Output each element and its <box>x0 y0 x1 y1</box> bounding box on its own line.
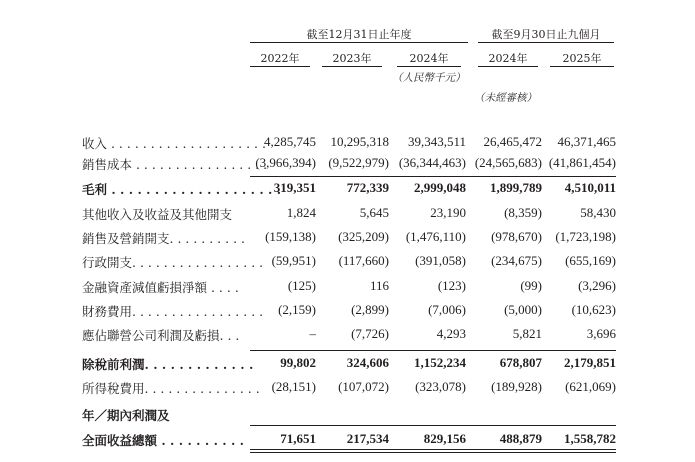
row-value: 2,999,048 <box>414 180 466 195</box>
row-value: (5,000) <box>504 302 542 317</box>
row-label: 行政開支. . . . . . . . . . . . . . . . . <box>82 255 264 270</box>
row-value: (978,670) <box>491 229 542 244</box>
row-value: 1,558,782 <box>564 431 616 446</box>
unit-note: （人民幣千元） <box>392 72 466 84</box>
row-value: 4,510,011 <box>564 180 616 195</box>
row-value: 324,606 <box>346 355 389 370</box>
row-value: (41,861,454) <box>548 155 616 170</box>
row-value: – <box>309 326 316 341</box>
row-label: 所得稅費用. . . . . . . . . . . . . . . <box>82 381 260 396</box>
row-value: (1,476,110) <box>405 229 466 244</box>
row-value: 4,285,745 <box>264 134 316 149</box>
row-value: (323,078) <box>415 379 466 394</box>
row-label: 財務費用. . . . . . . . . . . . . . . . . <box>82 304 264 319</box>
row-value: 26,465,472 <box>483 134 542 149</box>
subtotal-rule-2 <box>250 350 616 351</box>
row-value: 10,295,318 <box>330 134 389 149</box>
row-label: 其他收入及收益及其他開支 <box>82 207 233 222</box>
row-value: (24,565,683) <box>474 155 542 170</box>
row-value: (234,675) <box>491 253 542 268</box>
row-value: (99) <box>520 278 542 293</box>
unaudited-note: （未經審核） <box>474 92 537 104</box>
row-label: 應佔聯營公司利潤及虧損. . . <box>82 328 240 343</box>
row-value: 319,351 <box>273 180 316 195</box>
row-value: 39,343,511 <box>407 134 466 149</box>
row-label: 銷售及營銷開支. . . . . . . . . . <box>82 231 245 246</box>
row-value: (159,138) <box>265 229 316 244</box>
row-value: (125) <box>287 278 316 293</box>
row-value: 5,821 <box>512 326 542 341</box>
row-value: 217,534 <box>346 431 389 446</box>
row-value: 46,371,465 <box>557 134 616 149</box>
total-rule-top <box>250 425 616 426</box>
row-value: (9,522,979) <box>328 155 389 170</box>
year-rule-2025-9m <box>550 66 614 67</box>
row-value: 71,651 <box>280 431 316 446</box>
row-value: (117,660) <box>338 253 389 268</box>
row-value: (8,359) <box>504 205 542 220</box>
row-label: 收入 . . . . . . . . . . . . . . . . . . . . <box>82 136 266 151</box>
row-value: 99,802 <box>280 355 316 370</box>
row-label: 金融資產減值虧損淨額 . . . . <box>82 280 239 295</box>
row-value: 1,899,789 <box>490 180 542 195</box>
row-value: (2,159) <box>278 302 316 317</box>
year-header-2024: 2024年 <box>409 52 449 65</box>
year-rule-2023 <box>322 66 382 67</box>
row-value: 772,339 <box>346 180 389 195</box>
row-value: (7,726) <box>351 326 389 341</box>
row-label: 毛利 . . . . . . . . . . . . . . . . . . . . <box>82 182 282 197</box>
row-value: (621,069) <box>565 379 616 394</box>
row-value: 678,807 <box>499 355 542 370</box>
row-value: (189,928) <box>491 379 542 394</box>
row-value: (10,623) <box>571 302 616 317</box>
year-header-2022: 2022年 <box>260 52 300 65</box>
group-header-nine-months: 截至9月30日止九個月 <box>491 28 601 41</box>
group-header-full-year-rule <box>250 42 468 43</box>
row-value: (655,169) <box>565 253 616 268</box>
row-value: (36,344,463) <box>398 155 466 170</box>
row-value: 4,293 <box>436 326 466 341</box>
year-header-2025-9m: 2025年 <box>562 52 602 65</box>
year-rule-2024-9m <box>478 66 538 67</box>
row-value: (325,209) <box>338 229 389 244</box>
total-rule-bottom-2 <box>250 452 616 453</box>
row-value: 3,696 <box>586 326 616 341</box>
row-value: 1,824 <box>286 205 316 220</box>
row-value: 58,430 <box>580 205 616 220</box>
year-header-2024-9m: 2024年 <box>488 52 528 65</box>
row-label: 全面收益總額 . . . . . . . . . . <box>82 433 245 448</box>
row-value: 116 <box>369 278 389 293</box>
row-value: (59,951) <box>271 253 316 268</box>
row-value: (7,006) <box>428 302 466 317</box>
row-value: 1,152,234 <box>414 355 466 370</box>
row-value: (3,296) <box>578 278 616 293</box>
row-value: 5,645 <box>359 205 389 220</box>
group-header-nine-months-rule <box>478 42 614 43</box>
row-value: (1,723,198) <box>555 229 616 244</box>
row-value: 488,879 <box>499 431 542 446</box>
row-value: (2,899) <box>351 302 389 317</box>
group-header-full-year: 截至12月31日止年度 <box>306 28 412 41</box>
row-label: 銷售成本 . . . . . . . . . . . . . . . . . <box>82 157 268 172</box>
row-value: (107,072) <box>338 379 389 394</box>
row-value: (28,151) <box>271 379 316 394</box>
total-rule-bottom-1 <box>250 449 616 450</box>
row-value: 23,190 <box>430 205 466 220</box>
year-rule-2024 <box>397 66 461 67</box>
row-value: 829,156 <box>423 431 466 446</box>
row-value: (391,058) <box>415 253 466 268</box>
row-value: (123) <box>437 278 466 293</box>
year-header-2023: 2023年 <box>332 52 372 65</box>
row-value: (3,966,394) <box>255 155 316 170</box>
row-label: 除稅前利潤. . . . . . . . . . . . . <box>82 357 254 372</box>
subtotal-rule-1 <box>250 176 616 177</box>
row-value: 2,179,851 <box>564 355 616 370</box>
row-label: 年／期內利潤及 <box>82 408 170 423</box>
year-rule-2022 <box>250 66 310 67</box>
